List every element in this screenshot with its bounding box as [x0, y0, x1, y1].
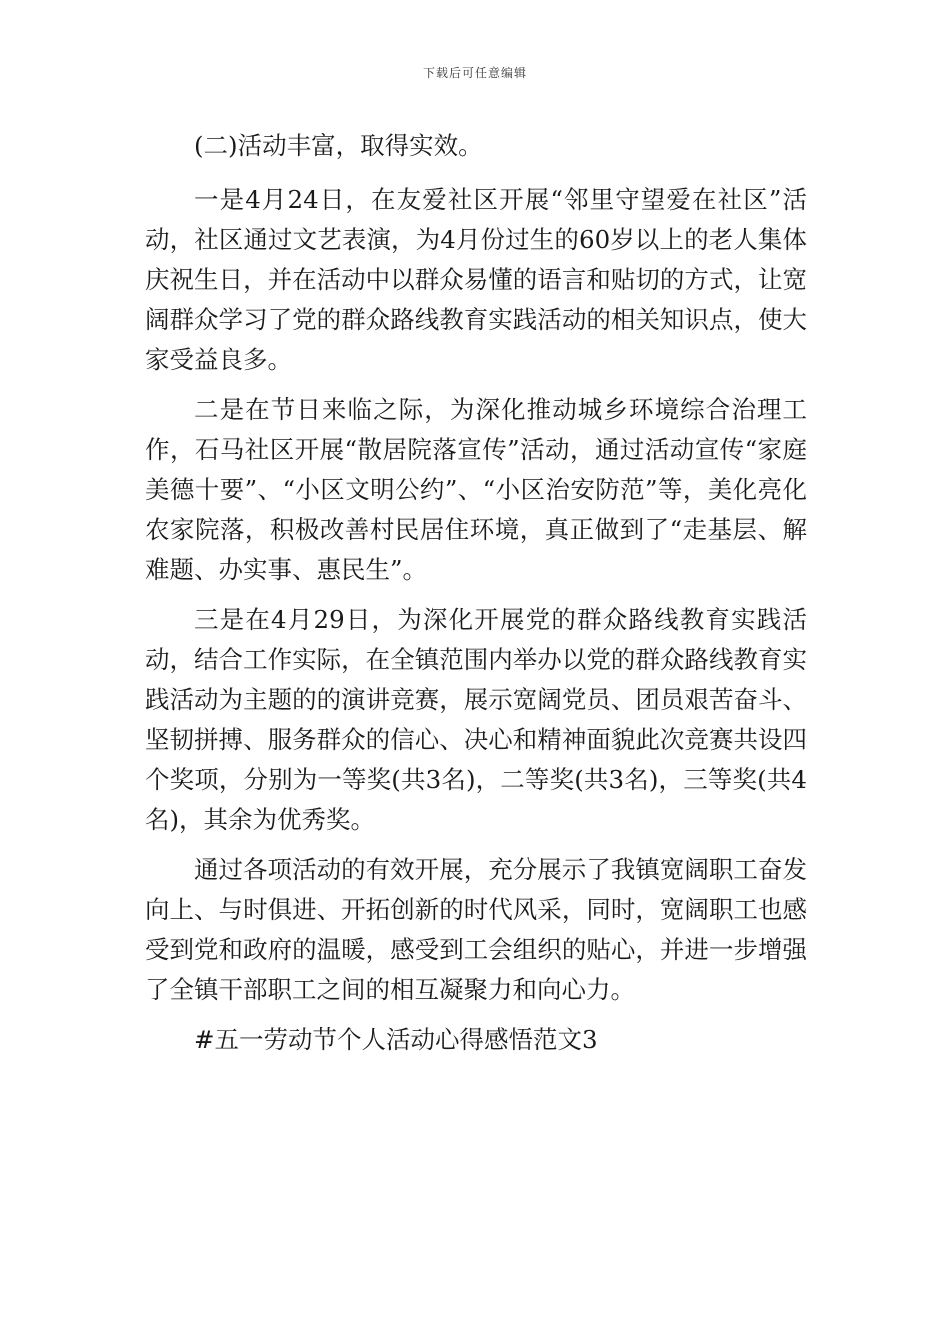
next-title: #五一劳动节个人活动心得感悟范文3 [194, 1025, 598, 1054]
page-header: 下载后可任意编辑 [422, 66, 527, 80]
paragraph-3: 三是在4月29日，为深化开展党的群众路线教育实践活动，结合工作实际，在全镇范围内举办以党的群众路线教育实践活动为主题的的演讲竞赛，展示宽阔党员、团员艰苦奋斗、坚韧拼搏、服务群众的信心、决心和精神面貌此次竞赛共设四个奖项，分别为一等奖(共3名)，二等奖(共3名)，三等奖(共4名)，其余为优秀奖。 [145, 605, 807, 834]
document-body [145, 126, 807, 1070]
paragraph-4: 通过各项活动的有效开展，充分展示了我镇宽阔职工奋发向上、与时俱进、开拓创新的时代风采，同时，宽阔职工也感受到党和政府的温暖，感受到工会组织的贴心，并进一步增强了全镇干部职工之间的相互凝聚力和向心力。 [145, 855, 807, 1004]
paragraph-2: 二是在节日来临之际，为深化推动城乡环境综合治理工作，石马社区开展“散居院落宣传”活动，通过活动宣传“家庭美德十要”、“小区文明公约”、“小区治安防范”等，美化亮化农家院落，积极改善村民居住环境，真正做到了“走基层、解难题、办实事、惠民生”。 [145, 395, 807, 584]
section-heading: (二)活动丰富，取得实效。 [194, 131, 483, 160]
paragraph-1: 一是4月24日，在友爱社区开展“邻里守望爱在社区”活动，社区通过文艺表演，为4月份过生的60岁以上的老人集体庆祝生日，并在活动中以群众易懂的语言和贴切的方式，让宽阔群众学习了党的群众路线教育实践活动的相关知识点，使大家受益良多。 [145, 185, 807, 374]
